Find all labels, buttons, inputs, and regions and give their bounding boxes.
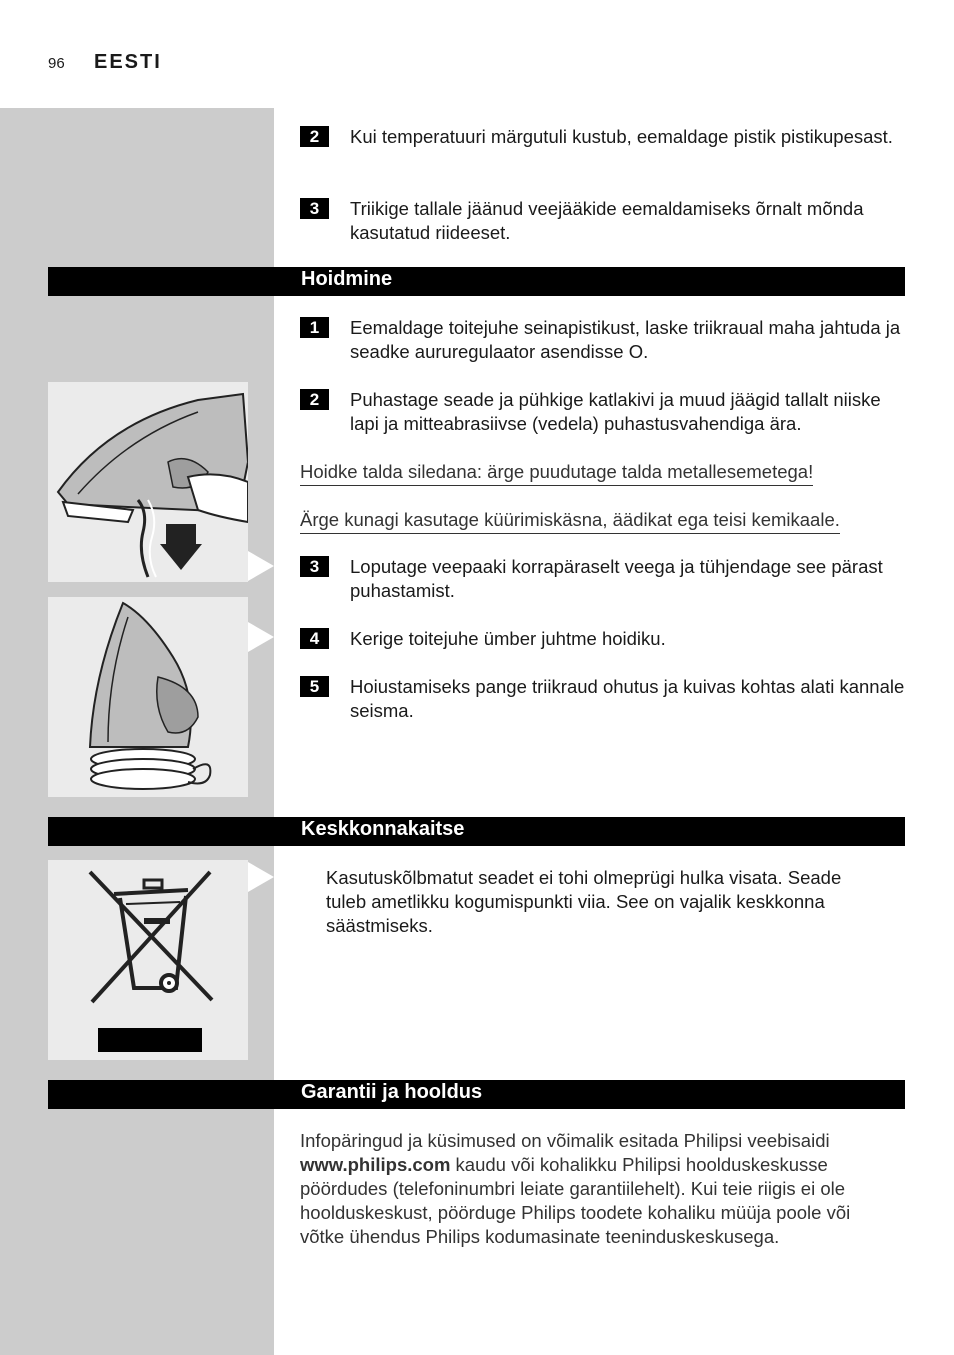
- callout-pointer: [248, 622, 274, 652]
- language-label: EESTI: [94, 51, 162, 73]
- philips-website-link[interactable]: www.philips.com: [300, 1154, 451, 1175]
- step-text: Hoiustamiseks pange triikraud ohutus ja kuivas kohtas alati kannale seisma.: [350, 676, 905, 721]
- step-number: 4: [300, 628, 329, 649]
- section-header-garantii: [48, 1080, 905, 1109]
- step-number: 1: [300, 317, 329, 338]
- hoidmine-step: [300, 627, 910, 651]
- step-text: Puhastage seade ja pühkige katlakivi ja muud jäägid tallalt niiske lapi ja mitteabrasiivse (vedela) puhastusvahendiga ära.: [350, 389, 881, 434]
- step-number: 5: [300, 676, 329, 697]
- step-text: Kerige toitejuhe ümber juhtme hoidiku.: [350, 628, 666, 649]
- care-note: Hoidke talda siledana: ärge puudutage talda metallesemetega!: [300, 460, 813, 486]
- warranty-text-end: kaudu või kohalikku Philipsi hoolduskeskusse pöördudes (telefoninumbri leiate garantiilehelt). Kui teie riigis ei ole hoolduskeskust, pöörduge Philips toodete kohaliku müüja poole või võtke ühendus Philips kodumasinate teeninduskeskusega.: [300, 1154, 851, 1247]
- iron-stored-illustration: [48, 597, 248, 797]
- hoidmine-step: [300, 555, 910, 603]
- section-title: Garantii ja hooldus: [301, 1081, 483, 1103]
- step-number: 2: [300, 126, 329, 147]
- step-number: 3: [300, 556, 329, 577]
- step-number: 2: [300, 389, 329, 410]
- section-header-hoidmine: [48, 267, 905, 296]
- intro-step: [300, 197, 910, 245]
- step-text: Loputage veepaaki korrapäraselt veega ja tühjendage see pärast puhastamist.: [350, 556, 883, 601]
- page-number: 96: [48, 55, 65, 72]
- step-text: Eemaldage toitejuhe seinapistikust, laske triikraual maha jahtuda ja seadke aururegulaator asendisse O.: [350, 317, 901, 362]
- section-header-keskkonnakaitse: [48, 817, 905, 846]
- warranty-text-start: Infopäringud ja küsimused on võimalik esitada Philipsi veebisaidi: [300, 1130, 830, 1151]
- iron-unplug-illustration: [48, 382, 248, 582]
- section-title: Hoidmine: [301, 268, 393, 290]
- crossed-wheelie-bin-icon: [48, 860, 248, 1060]
- iron-stored-icon: [48, 597, 248, 797]
- callout-pointer: [248, 551, 274, 581]
- hoidmine-step: [300, 316, 910, 364]
- hoidmine-step: [300, 388, 910, 436]
- hoidmine-step: [300, 675, 910, 723]
- care-note: Ärge kunagi kasutage küürimiskäsna, äädikat ega teisi kemikaale.: [300, 508, 840, 534]
- step-number: 3: [300, 198, 329, 219]
- recycling-illustration: [48, 860, 248, 1060]
- warranty-paragraph: [300, 1129, 890, 1249]
- step-text: Kui temperatuuri märgutuli kustub, eemaldage pistik pistikupesast.: [350, 126, 893, 147]
- iron-unplug-icon: [48, 382, 248, 582]
- callout-pointer: [248, 862, 274, 892]
- environment-paragraph: Kasutuskõlbmatut seadet ei tohi olmeprügi hulka visata. Seade tuleb ametlikku kogumispunkti viia. See on vajalik keskkonna säästmiseks.: [326, 867, 842, 936]
- step-text: Triikige tallale jäänud veejääkide eemaldamiseks õrnalt mõnda kasutatud riideeset.: [350, 198, 864, 243]
- intro-step: [300, 125, 910, 149]
- section-title: Keskkonnakaitse: [301, 818, 465, 840]
